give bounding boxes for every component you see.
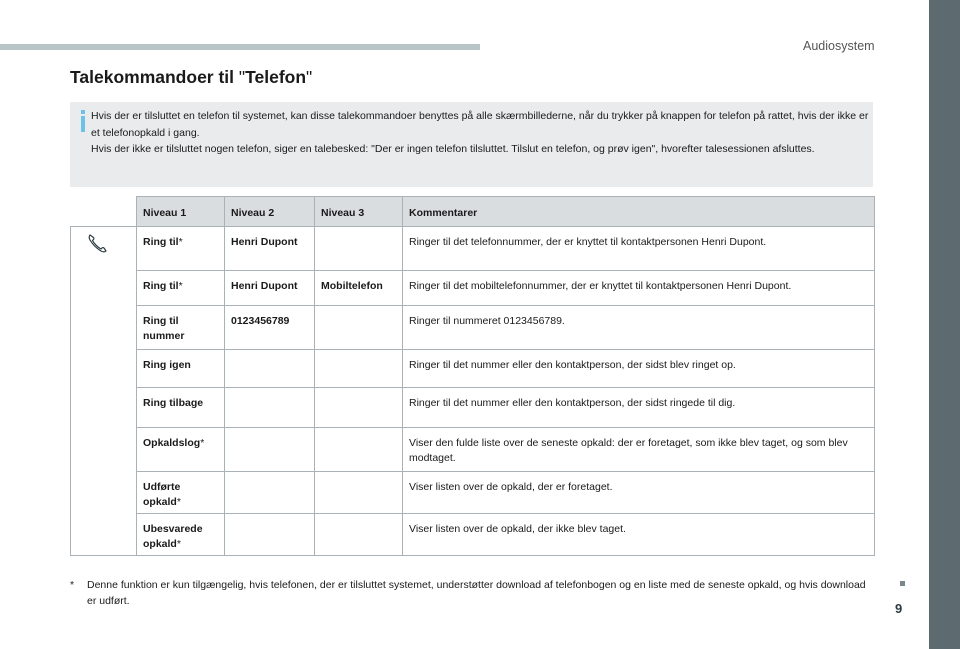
info-paragraph-1: Hvis der er tilsluttet en telefon til systemet, kan disse talekommandoer benyttes på alle skærmbillederne, når du trykker på knappen for telefon på rattet, hvis der ikke er et telefonopkald i gang.	[91, 110, 869, 139]
footnote-text: Denne funktion er kun tilgængelig, hvis telefonen, der er tilsluttet systemet, understøtter download af telefonbogen og en liste med de seneste opkald, og hvis download er udført.	[87, 579, 866, 607]
page-title	[70, 67, 312, 88]
title-close-quote: "	[306, 67, 313, 87]
cell-comment: Viser listen over de opkald, der ikke blev taget.	[403, 514, 875, 556]
cell-level-2	[225, 350, 315, 388]
header-level-1: Niveau 1	[137, 197, 225, 227]
table-header-row	[71, 197, 875, 227]
cell-comment: Ringer til det mobiltelefonnummer, der er knyttet til kontaktpersonen Henri Dupont.	[403, 271, 875, 306]
cell-level-1: Ring tilbage	[137, 388, 225, 428]
cell-level-2: Henri Dupont	[225, 227, 315, 271]
cell-level-1: Ubesvarede opkald*	[137, 514, 225, 556]
phone-icon	[87, 232, 109, 254]
info-paragraph-2: Hvis der ikke er tilsluttet nogen telefon, siger en talebesked: "Der er ingen telefon tilsluttet. Tilslut en telefon, og prøv igen", hvorefter talesessionen afsluttes.	[91, 143, 815, 155]
table-row	[71, 388, 875, 428]
title-open-quote: "	[238, 67, 246, 87]
table-row	[71, 306, 875, 350]
cell-level-3	[315, 514, 403, 556]
table-row	[71, 271, 875, 306]
cell-level-2: Henri Dupont	[225, 271, 315, 306]
info-text	[91, 108, 869, 158]
header-blank	[71, 197, 137, 227]
cell-comment: Ringer til det nummer eller den kontaktperson, der sidst blev ringet op.	[403, 350, 875, 388]
table-row	[71, 472, 875, 514]
cell-level-1: Ring til*	[137, 271, 225, 306]
cell-level-3	[315, 350, 403, 388]
cell-level-3	[315, 472, 403, 514]
cell-level-1: Ring til nummer	[137, 306, 225, 350]
cell-comment: Viser listen over de opkald, der er foretaget.	[403, 472, 875, 514]
section-label: Audiosystem	[803, 39, 875, 53]
asterisk-marker: *	[176, 538, 181, 550]
title-word: Telefon	[245, 67, 307, 87]
footnote-marker: *	[70, 579, 75, 591]
header-level-2: Niveau 2	[225, 197, 315, 227]
cell-comment: Ringer til det telefonnummer, der er knyttet til kontaktpersonen Henri Dupont.	[403, 227, 875, 271]
asterisk-marker: *	[200, 437, 205, 449]
cell-level-1: Opkaldslog*	[137, 428, 225, 472]
asterisk-marker: *	[178, 280, 183, 292]
cell-level-2: 0123456789	[225, 306, 315, 350]
phone-icon-cell	[71, 227, 137, 556]
table-row	[71, 350, 875, 388]
cell-level-3	[315, 227, 403, 271]
cell-level-1: Ring til*	[137, 227, 225, 271]
cell-level-3	[315, 388, 403, 428]
cell-level-3	[315, 428, 403, 472]
cell-comment: Viser den fulde liste over de seneste opkald: der er foretaget, som ikke blev taget, og som blev modtaget.	[403, 428, 875, 472]
command-table	[70, 196, 875, 556]
asterisk-marker: *	[176, 496, 181, 508]
header-level-3: Niveau 3	[315, 197, 403, 227]
info-box	[70, 102, 873, 187]
cell-level-2	[225, 428, 315, 472]
asterisk-marker: *	[178, 236, 183, 248]
table-row	[71, 227, 875, 271]
cell-level-2	[225, 514, 315, 556]
footnote	[70, 577, 870, 609]
page-number: 9	[895, 601, 903, 616]
table-row	[71, 514, 875, 556]
cell-level-3	[315, 306, 403, 350]
cell-level-3: Mobiltelefon	[315, 271, 403, 306]
page-marker	[900, 581, 905, 586]
cell-level-2	[225, 388, 315, 428]
cell-level-1: Ring igen	[137, 350, 225, 388]
cell-level-2	[225, 472, 315, 514]
side-bar	[929, 0, 960, 649]
header-rule	[0, 44, 480, 50]
header-comments: Kommentarer	[403, 197, 875, 227]
cell-level-1: Udførte opkald*	[137, 472, 225, 514]
cell-comment: Ringer til nummeret 0123456789.	[403, 306, 875, 350]
info-icon	[78, 110, 88, 132]
title-prefix: Talekommandoer til	[70, 67, 239, 87]
cell-comment: Ringer til det nummer eller den kontaktperson, der sidst ringede til dig.	[403, 388, 875, 428]
table-row	[71, 428, 875, 472]
